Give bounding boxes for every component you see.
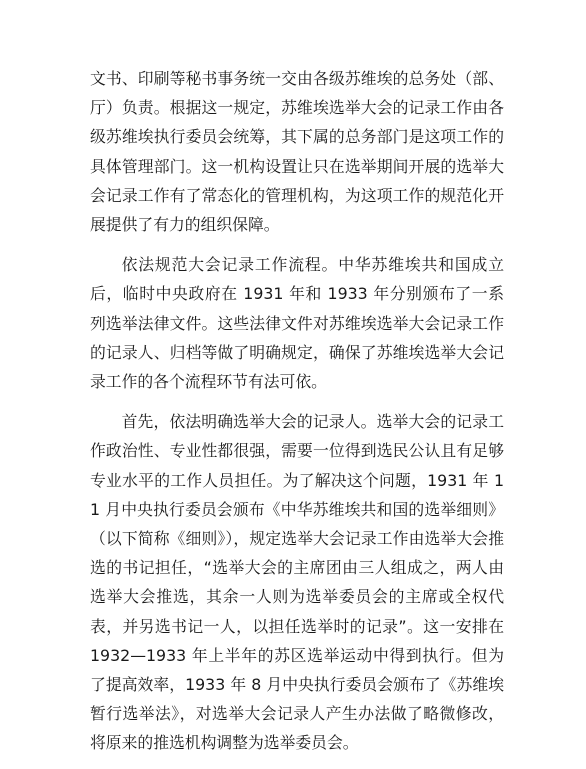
paragraph-3: 首先，依法明确选举大会的记录人。选举大会的记录工作政治性、专业性都很强，需要一位得到选民公认且有足够专业水平的工作人员担任。为了解决这个问题，1931 年 11 月中央执行委员会颁布《中华苏维埃共和国的选举细则》（以下简称《细则》），规定选举大会记录工作由选举大会推选的书记担任，“选举大会的主席团由三人组成之，两人由选举大会推选，其余一人则为选举委员会的主席或全权代表，并另选书记一人，以担任选举时的记录”。这一安排在 1932—1933 年上半年的苏区选举运动中得到执行。但为了提高效率，1933 年 8 月中央执行委员会颁布了《苏维埃暂行选举法》，对选举大会记录人产生办法做了略微修改，将原来的推选机构调整为选举委员会。: [90, 412, 504, 753]
paragraph-2: 依法规范大会记录工作流程。中华苏维埃共和国成立后，临时中央政府在 1931 年和 1933 年分别颁布了一系列选举法律文件。这些法律文件对苏维埃选举大会记录工作的记录人、归档等做了明确规定，确保了苏维埃选举大会记录工作的各个流程环节有法可依。: [90, 255, 504, 392]
paragraph-1: 文书、印刷等秘书事务统一交由各级苏维埃的总务处（部、厅）负责。根据这一规定，苏维埃选举大会的记录工作由各级苏维埃执行委员会统筹，其下属的总务部门是这项工作的具体管理部门。这一机构设置让只在选举期间开展的选举大会记录工作有了常态化的管理机构，为这项工作的规范化开展提供了有力的组织保障。: [90, 69, 504, 235]
body-text: [90, 64, 504, 769]
